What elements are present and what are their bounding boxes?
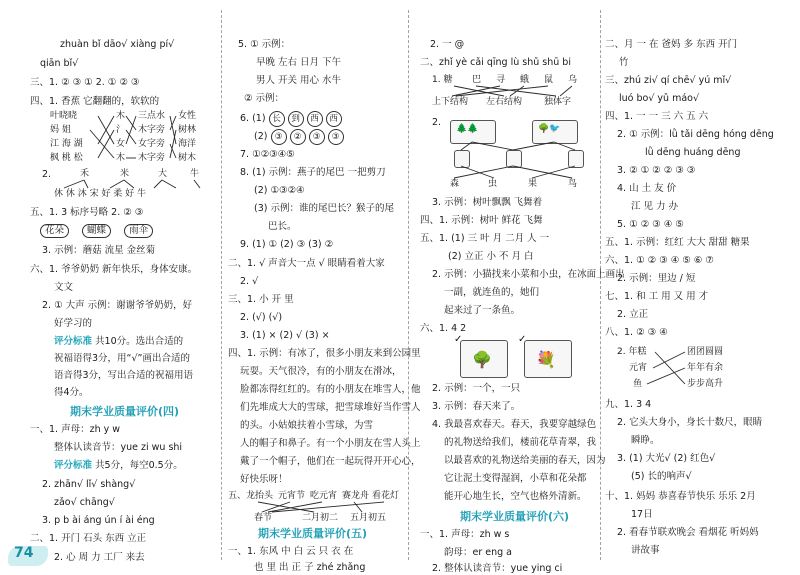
match-item: 元宵节	[278, 491, 306, 501]
match-item: 赛龙舟	[342, 491, 370, 501]
answer-line: 九、1. 3 4	[605, 399, 652, 410]
scoring-line: 得4分。	[54, 387, 89, 398]
answer-line: 2. 示例：一个，一只	[432, 383, 521, 394]
scoring-line: 语音得3分，写出合适的祝福用语	[54, 370, 194, 381]
match-item: 独体字	[544, 97, 572, 107]
answer-line: (5) 长的响声√	[631, 471, 692, 482]
answer-line: 3. p b ài áng ún í ài éng	[42, 515, 155, 526]
match-item: 看花灯	[372, 491, 400, 501]
answer-line: 竹	[619, 57, 629, 68]
answer-line: 韵母：er eng a	[444, 547, 513, 558]
match-item: 龙抬头	[246, 491, 274, 501]
match-item: 鼠	[544, 75, 554, 85]
check-icon: ✓	[454, 334, 463, 345]
pinyin-line: qiān bǐ√	[40, 58, 79, 69]
match-item: 女	[116, 139, 126, 149]
match-item: 春节	[254, 513, 273, 523]
essay-line: 能开心地生长，空气也格外清新。	[444, 491, 587, 502]
answer-line: 一、1. 东风 中 白 云 只 衣 在	[228, 546, 354, 557]
section-title: 期末学业质量评价(六)	[460, 510, 570, 523]
column-2	[228, 0, 421, 575]
answer-line: 一副，就连鱼的，她们	[444, 287, 540, 298]
answer-line: 8. (1) 示例：燕子的尾巴 一把剪刀	[240, 167, 386, 178]
match-item: 枫 桃 松	[50, 153, 83, 163]
answer-line: 六、1. ① ② ③ ④ ⑤ ⑥ ⑦	[605, 255, 714, 266]
match-item: 牛	[190, 169, 200, 179]
answer-line: 5. ① 示例：	[238, 39, 291, 50]
match-lines	[420, 0, 598, 200]
answer-line: 瞬睁。	[631, 435, 660, 446]
answer-line: 2. 示例：里边 / 短	[617, 273, 696, 284]
essay-line: 四、1. 示例：有冰了，很多小朋友来到公园里	[228, 348, 421, 359]
match-item: 木字旁	[138, 125, 166, 135]
column-3	[420, 0, 625, 575]
essay-line: 戴了一个帽子，他们在一起玩得开开心心，	[240, 456, 421, 467]
essay-line: 玩耍。天气很冷，有的小朋友在滑冰，	[240, 366, 402, 377]
match-item: 步步高升	[687, 379, 724, 389]
answer-line: 四、1. 示例：树叶 鲜花 飞舞	[420, 215, 543, 226]
column-1	[30, 0, 215, 575]
circled-answer: 西	[326, 111, 342, 127]
answer-line: 讲故事	[631, 545, 660, 556]
answer-line: 三、1. 小 开 里	[228, 294, 294, 305]
answer-line: 二、月 一 在 爸妈 多 东西 开门	[605, 39, 738, 50]
oval-answer: 蝴蝶	[82, 224, 111, 238]
question-number: 五、	[228, 491, 247, 501]
match-item: 三点水	[138, 111, 166, 121]
answer-line: 3. (1) 大光√ (2) 红色√	[617, 453, 716, 464]
essay-line: 脸都冻得红红的。有的小朋友在堆雪人，他	[240, 384, 421, 395]
match-item: 氵	[116, 125, 126, 135]
answer-line: (2) ①③②④	[254, 185, 305, 196]
scoring-text: 共10分。选出合适的	[95, 336, 184, 347]
question-number: 6. (1)	[240, 113, 266, 124]
answer-line: 整体认读音节：yue zi wu shi	[54, 442, 183, 453]
answer-line: 二、1. √ 声音大一点 √ 眼睛看着大家	[228, 258, 385, 269]
answer-line: 17日	[631, 509, 653, 520]
essay-line: 好快乐呀！	[240, 474, 288, 485]
match-item: 妈 姐	[50, 125, 71, 135]
match-item: 江 海 湖	[50, 139, 83, 149]
answer-line: 3. (1) × (2) √ (3) ×	[240, 330, 330, 341]
circled-answer: 长	[269, 111, 285, 127]
match-item: 树木	[178, 153, 197, 163]
answer-line: 2.	[432, 117, 442, 128]
scoring-line	[54, 335, 183, 348]
circled-answer: ②	[290, 129, 306, 145]
scoring-line: 祝福语得3分，用“√”画出合适的	[54, 353, 190, 364]
answer-line: 五、1. (1) 三 叶 月 二月 人 一	[420, 233, 550, 244]
match-item: 木字旁	[138, 153, 166, 163]
answer-line: 3. 示例：蘑菇 流星 金丝菊	[42, 245, 156, 256]
match-item: 上下结构	[432, 97, 469, 107]
section-title: 期末学业质量评价(四)	[70, 405, 180, 418]
match-item: 休 休 沐 宋 好 柔 好 牛	[54, 189, 147, 199]
essay-line: 人的帽子和鼻子。有一个小朋友在雪人头上	[240, 438, 421, 449]
answer-line: 也 里 出 正 子 zhé zhǎng	[254, 562, 366, 573]
match-item: 大	[158, 169, 168, 179]
match-item: 森	[450, 179, 460, 189]
answer-line: 2. (√) (√)	[240, 312, 283, 323]
answer-line: 四、1. 一 一 三 六 五 六	[605, 111, 709, 122]
answer-line: 2. 它头大身小，身长十数尺，眼睛	[617, 417, 763, 428]
match-item: 海洋	[178, 139, 197, 149]
match-item: 叶晓晓	[50, 111, 78, 121]
check-icon: ✓	[518, 334, 527, 345]
circled-answer: ③	[328, 129, 344, 145]
match-item: 禾	[80, 169, 90, 179]
scoring-label: 评分标准	[54, 460, 93, 471]
answer-line: 五、1. 示例：红红 大大 甜甜 糖果	[605, 237, 750, 248]
answer-line: 3. ② ① ② ② ③ ③	[617, 165, 696, 176]
match-item: 蛾	[520, 75, 530, 85]
answer-line: 2. 立正	[617, 309, 649, 320]
circled-answer: 到	[288, 111, 304, 127]
page-number-badge	[8, 544, 52, 568]
answer-line: 六、1. 爷爷奶奶 新年快乐，身体安康。	[30, 264, 198, 275]
flower-icon: 🌳🐦	[538, 124, 561, 134]
answer-line: 2. zhān√ lǐ√ shàng√	[42, 479, 136, 490]
answer-line: 2. 看春节联欢晚会 看烟花 听妈妈	[617, 527, 759, 538]
essay-line: 以最喜欢的礼物送给美丽的春天，因为	[444, 455, 606, 466]
tree-icon: 🌳	[472, 350, 492, 369]
match-item: 元宵	[629, 363, 648, 373]
match-item: 左右结构	[486, 97, 523, 107]
answer-line: (3) 示例：谁的尾巴长？猴子的尾	[254, 203, 394, 214]
answer-line: 早晚 左右 日月 下午	[256, 57, 342, 68]
scoring-line	[54, 459, 183, 472]
answer-line: 五、1. 3 标序号略 2. ② ③	[30, 207, 144, 218]
scoring-label: 评分标准	[54, 336, 93, 347]
match-lines	[605, 0, 795, 400]
answer-line: (2) 立正 小 不 月 白	[448, 251, 534, 262]
essay-line: 它让泥土变得湿润，小草和花朵都	[444, 473, 587, 484]
answer-line: 2. 整体认读音节：yue ying ci	[432, 563, 563, 574]
match-item: 鱼	[633, 379, 643, 389]
flower-icon: 💐	[536, 350, 556, 369]
match-item: 1. 糖	[432, 75, 453, 85]
answer-line: 二、1. 开门 石头 东西 立正	[30, 533, 147, 544]
pinyin-line: 二、zhǐ yè cǎi qīng lù shǔ shū bi	[420, 57, 571, 68]
answer-line: 江 见 力 办	[631, 201, 679, 212]
scoring-text: 共5分，每空0.5分。	[95, 460, 183, 471]
oval-answers	[40, 224, 153, 238]
match-item: 米	[120, 169, 130, 179]
column-divider	[600, 10, 601, 560]
pinyin-line: 三、zhú zi√ qí chē√ yú mǐ√	[605, 75, 732, 86]
answer-line: 起来过了一条鱼。	[444, 305, 521, 316]
answer-line: ② 示例：	[244, 93, 285, 104]
answer-line: 5. ① ② ③ ④ ⑤	[617, 219, 684, 230]
answer-line: 2. 示例：小猫找来小菜和小虫，在冰面上画出	[432, 269, 625, 280]
answer-line: 八、1. ② ③ ④	[605, 327, 668, 338]
pinyin-line: 2. ① 示例：lǜ tǎi dēng hóng dēng	[617, 129, 774, 140]
answer-line: 好学习的	[54, 318, 93, 329]
answer-line: 七、1. 和 工 用 又 用 才	[605, 291, 709, 302]
match-item: 二月初二	[302, 513, 339, 523]
match-item: 巴	[472, 75, 482, 85]
answer-line: 3. 示例：春天来了。	[432, 401, 521, 412]
column-divider	[221, 10, 222, 560]
answer-line: 4. 山 土 友 价	[617, 183, 677, 194]
pinyin-line: luó bo√ yǔ máo√	[619, 93, 700, 104]
answer-line: 巴长。	[268, 221, 297, 232]
match-item: 木	[116, 153, 126, 163]
answer-line: 男人 开关 用心 水牛	[256, 75, 342, 86]
section-title: 期末学业质量评价(五)	[258, 527, 368, 540]
answer-line: 一、1. 声母：zh w s	[420, 529, 510, 540]
answer-line: 2. ① 大声 示例：谢谢爷爷奶奶，好	[42, 300, 193, 311]
circled-answer: ③	[309, 129, 325, 145]
match-item: 女字旁	[138, 139, 166, 149]
answer-line: 2. 心 周 力 工厂 来去	[54, 552, 145, 563]
page-number: 74	[14, 545, 34, 561]
match-item: 团团圆圆	[687, 347, 724, 357]
match-item: 年年有余	[687, 363, 724, 373]
essay-line: 的头。小姑娘扶着小雪球，为雪	[240, 420, 374, 431]
column-divider	[408, 10, 409, 560]
answer-line: 9. (1) ① (2) ③ (3) ②	[240, 239, 334, 250]
question-number: (2)	[254, 131, 268, 142]
match-item: 虫	[488, 179, 498, 189]
essay-line: 4. 我最喜欢春天。春天，我要穿越绿色	[432, 419, 597, 430]
answer-line: 2. 一 @	[430, 39, 465, 50]
answer-line: zǎo√ chāng√	[54, 497, 115, 508]
match-item: 树林	[178, 125, 197, 135]
match-item: 寻	[496, 75, 506, 85]
answer-line: 三、1. ② ③ ① 2. ① ② ③	[30, 77, 140, 88]
answer-line: 3. 示例：树叶飘飘 飞舞着	[432, 197, 543, 208]
answer-line: 四、1. 香蕉 它翻翻的，软软的	[30, 96, 160, 107]
column-4	[605, 0, 795, 575]
match-item: 吃元宵	[310, 491, 338, 501]
oval-answer: 花朵	[40, 224, 69, 238]
pinyin-line: lǜ dēng huáng dēng	[645, 147, 741, 158]
match-item: 果	[528, 179, 538, 189]
oval-answer: 雨伞	[124, 224, 153, 238]
circled-answer: ③	[271, 129, 287, 145]
match-item: 木	[116, 111, 126, 121]
pinyin-line: zhuàn bǐ dāo√ xiàng pí√	[60, 39, 175, 50]
match-lines	[228, 0, 398, 530]
circled-answer: 西	[307, 111, 323, 127]
match-lines	[30, 0, 215, 220]
answer-line: 一、1. 声母：zh y w	[30, 424, 121, 435]
match-item: 女性	[178, 111, 197, 121]
match-item: 五月初五	[350, 513, 387, 523]
essay-line: 们先堆成大大的雪球，把雪球堆好当作雪人	[240, 402, 421, 413]
answer-line: 2. √	[240, 276, 259, 287]
answer-line: 文文	[54, 282, 74, 293]
answer-line: 7. ①②③④⑤	[240, 149, 295, 160]
answer-line: 十、1. 妈妈 恭喜春节快乐 乐乐 2月	[605, 491, 756, 502]
match-item: 鸟	[568, 179, 578, 189]
essay-line: 的礼物送给我们，楼前花草青翠，我	[444, 437, 597, 448]
match-item: 2. 年糕	[617, 347, 647, 357]
answer-line: 六、1. 4 2	[420, 323, 467, 334]
tree-icon: 🌲🌲	[456, 124, 479, 134]
answer-line: 2.	[42, 169, 52, 180]
match-item: 乌	[568, 75, 578, 85]
